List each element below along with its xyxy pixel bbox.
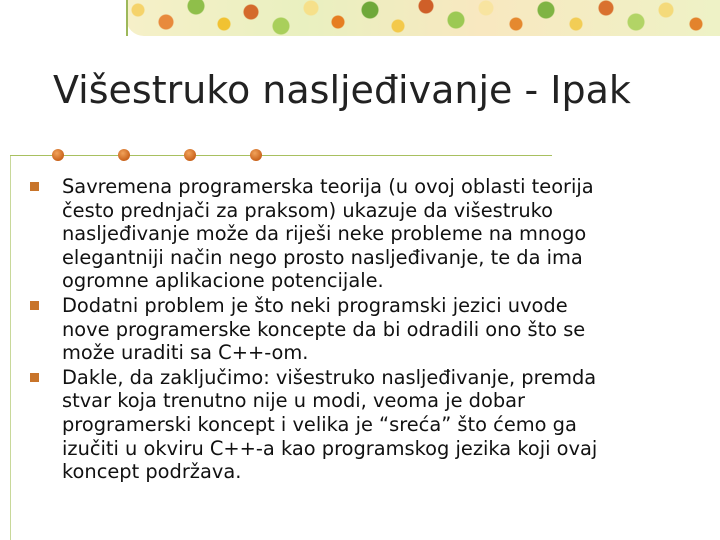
left-rule [10, 155, 11, 540]
square-bullet-icon [30, 182, 39, 191]
bullet-text: Savremena programerska teorija (u ovoj oblasti teorija često prednjači za praksom) ukazuje da višestruko nasljeđivanje može da riješi neke probleme na mnogo elegantniji način nego prosto nasljeđivanje, te da ima ogromne aplikacione potencijale. [62, 175, 594, 293]
rule-dot [118, 149, 130, 161]
bullet-item [30, 294, 670, 365]
bullet-list [30, 175, 670, 485]
banner-edge [126, 0, 128, 36]
slide-title: Višestruko nasljeđivanje - Ipak [53, 68, 631, 112]
bullet-text: Dakle, da zaključimo: višestruko nasljeđivanje, premda stvar koja trenutno nije u modi, veoma je dobar programerski koncept i velika je “sreća” što ćemo ga izučiti u okviru C++-a kao programskog jezika koji ovaj koncept podržava. [62, 365, 598, 484]
bullet-item [30, 175, 670, 293]
flower-banner [126, 0, 720, 36]
title-rule [10, 155, 552, 156]
bullet-item [30, 366, 670, 484]
square-bullet-icon [30, 373, 39, 382]
rule-dot [184, 149, 196, 161]
square-bullet-icon [30, 301, 39, 310]
rule-dot [250, 149, 262, 161]
bullet-text: Dodatni problem je što neki programski jezici uvode nove programerske koncepte da bi odradili ono što se može uraditi sa C++-om. [62, 293, 586, 365]
rule-dot [52, 149, 64, 161]
